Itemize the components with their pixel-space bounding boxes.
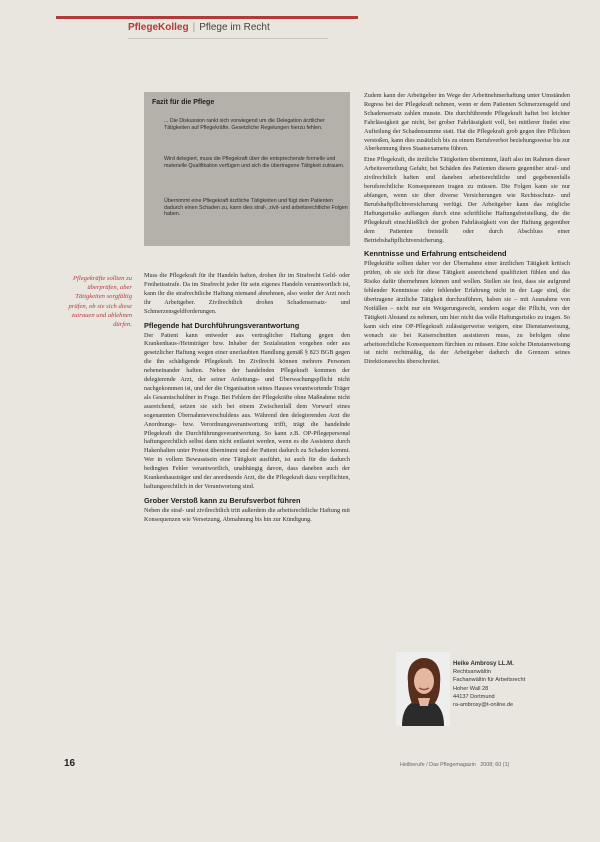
author-specialty: Fachanwältin für Arbeitsrecht [453,677,526,684]
author-info [453,660,525,709]
author-email[interactable]: ra-ambrosy@t-online.de [453,702,514,709]
page-number: 16 [64,758,76,769]
footer-journal-name: Heilberufe / Das Pflegemagazin [400,762,476,768]
fazit-item: ... Die Diskussion rankt sich vorwiegend um die Delegation ärztlicher Tätigkeiten auf Pflegekräfte. Gesetzliche Regelungen hierzu fehlen. [164,118,325,131]
left-heading-2: Grober Verstoß kann zu Berufsverbot führen [144,495,301,505]
right-paragraph-2: Eine Pflegekraft, die ärztliche Tätigkeiten übernimmt, läuft also im Rahmen dieser Arbeitsverteilung Gefahr, bei Schäden des Patienten diesem gegenüber straf- und zivilrechtlich haften und daneben arbeitsrechtliche und gegebenenfalls berufsrechtliche Konsequenzen tragen zu müssen. Die Folgen kann sie nur abfangen, wenn sie über diverse Versicherungen wie Rechtsschutz- und Berufshaftpflichtversicherung verfügt. Der Arbeitgeber kann das mögliche Haftungsrisiko auffangen durch eine schriftliche Haftungsfreistellung, die die Pflegekraft einschließlich der groben Fahrlässigkeit von der Haftung gegenüber dem Patienten freistellt oder durch Abschluss einer Betriebshaftpflichtversicherung. [364,156,570,244]
author-role: Rechtsanwältin [453,669,491,676]
author-city: 44137 Dortmund [453,693,495,700]
header-section: Pflege im Recht [199,22,270,33]
footer-journal [400,762,509,768]
right-paragraph-3: Pflegekräfte sollten daher vor der Übernahme einer ärztlichen Tätigkeit kritisch prüfen, ob sie sich für diese Tätigkeit ausreichend qualifiziert fühlen und das Risiko dafür übernehmen können und wollen. Stellen sie fest, dass sie aufgrund fehlender Kenntnisse oder fehlender Erfahrung nicht in der Lage sind, die übertragene ärztliche Tätigkeit durchzuführen, haben sie – mit Ausnahme von Notfällen – nicht nur ein Weigerungsrecht, sondern sogar die Pflicht, von der Tätigkeit Abstand zu nehmen, um hier nicht das volle Haftungsrisiko zu tragen. So kann sich eine OP-Pflegekraft zulässigerweise weigern, eine Dienstanweisung, wonach sie bei Kaiserschnitten assistieren muss, zu befolgen ohne arbeitsrechtliche Konsequenzen fürchten zu müssen. Eine solche Dienstanweisung ist nicht rechtmäßig, da der Arbeitgeber dadurch die Grenzen seines Direktionsrechts überschreitet. [364,260,570,366]
header-rule [128,38,328,39]
fazit-item: Wird delegiert, muss die Pflegekraft über die entsprechende formelle und materielle Qualifikation verfügen und sich die übertragene Tätigkeit zutrauen. [164,156,345,169]
left-paragraph-3: Neben die straf- und zivilrechtlich tritt außerdem die arbeitsrechtliche Haftung mit Konsequenzen wie Versetzung, Abmahnung bis hin zur Kündigung. [144,506,350,523]
running-header: PflegeKolleg | Pflege im Recht [128,22,270,33]
author-photo [396,652,450,726]
right-paragraph-1: Zudem kann der Arbeitgeber im Wege der Arbeitnehmerhaftung unter Umständen Regress bei der Pflegekraft nehmen, wenn er dem Patienten Schmerzensgeld und Schadensersatz zahlen musste. Die durchführende Pflegekraft haftet bei leichter Fahrlässigkeit gar nicht, bei grober Fahrlässigkeit voll, bei mittlerer findet eine Aufteilung der Schadensumme statt. Hat die Pflegekraft grob gegen ihre Pflichten verstoßen, kann dies zusätzlich bis zu einem Berufsverbot beziehungsweise bis zur Aberkennung ihres Staatsexamens führen. [364,92,570,153]
left-column [144,272,350,527]
header-brand: PflegeKolleg [128,22,189,33]
author-name: Heike Ambrosy LL.M. [453,661,514,667]
fazit-title: Fazit für die Pflege [152,99,215,106]
pull-quote: Pflegekräfte sollten zu überprüfen, aber Tätigkeiten sorgfältig prüfen, ob sie sich diese zutrauen und ablehnen dürfen. [68,275,132,329]
left-paragraph-2: Der Patient kann entweder aus vertraglicher Haftung gegen den Krankenhaus-/Heimträger bzw. Inhaber der Sozialstation vorgehen oder aus gesetzlicher Haftung wegen einer unerlaubten Handlung gemäß § 823 BGB gegen die ihn schädigende Pflegekraft. Im Zivilrecht können mehrere Personen nebeneinander haften. Neben der handelnden Pflegekraft kommen der delegierende Arzt, der seiner Anleitungs- und Überwachungspflicht nicht nachgekommen ist, und der die Organisation seines Hauses verantwortende Träger als Gesamtschuldner in Frage. Bei Fehlern der Pflegekräfte ohne Maßnahme nicht ausreichend, setzen sie sich bei einem Zwischenfall dem Vorwurf eines sogenannten Übernahmeverschuldens aus. Während den delegierenden Arzt die Anordnungs- bzw. Verordnungsverantwortung trifft, trägt die handelnde Pflegekraft die Durchführungsverantwortung. So kann z.B. OP-Pflegepersonal haftungsrechtlich selbst dann nicht entlastet werden, wenn es die Assistenz durch Hakenhalten unter Protest übernimmt und der Patient dadurch zu Schaden kommt. Wer in vollem Bewusstsein eine Tätigkeit ausführt, ist auch für die dadurch bedingten Fehler verantwortlich, unabhängig davon, dass daneben auch der Krankenhausträger und der anordnende Arzt, die die Pflegekraft dazu verpflichten, haftungsrechtlich in der Verantwortung sind. [144,331,350,490]
right-heading-1: Kenntnisse und Erfahrung entscheidend [364,249,507,259]
fazit-item: Übernimmt eine Pflegekraft ärztliche Tätigkeiten und fügt dem Patienten dadurch einen Schaden zu, kann dies straf-, zivil- und arbeitsrechtliche Folgen haben. [164,198,348,218]
right-column [364,92,570,369]
author-street: Hoher Wall 28 [453,685,489,692]
left-heading-1: Pflegende hat Durchführungsverantwortung [144,320,300,330]
footer-issue: 2008; 60 (1) [480,762,510,768]
header-accent-bar [56,16,358,19]
left-paragraph-1: Muss die Pflegekraft für ihr Handeln haften, drohen ihr im Strafrecht Geld- oder Freiheitsstrafe. Da im Strafrecht jeder für sein eigenes Handeln verantwortlich ist, kann ihr die strafrechtliche Haftung niemand abnehmen, also weder der Arzt noch ihr Arbeitgeber. Zivilrechtlich drohen Schadensersatz- und Schmerzensgeldforderungen. [144,272,350,315]
